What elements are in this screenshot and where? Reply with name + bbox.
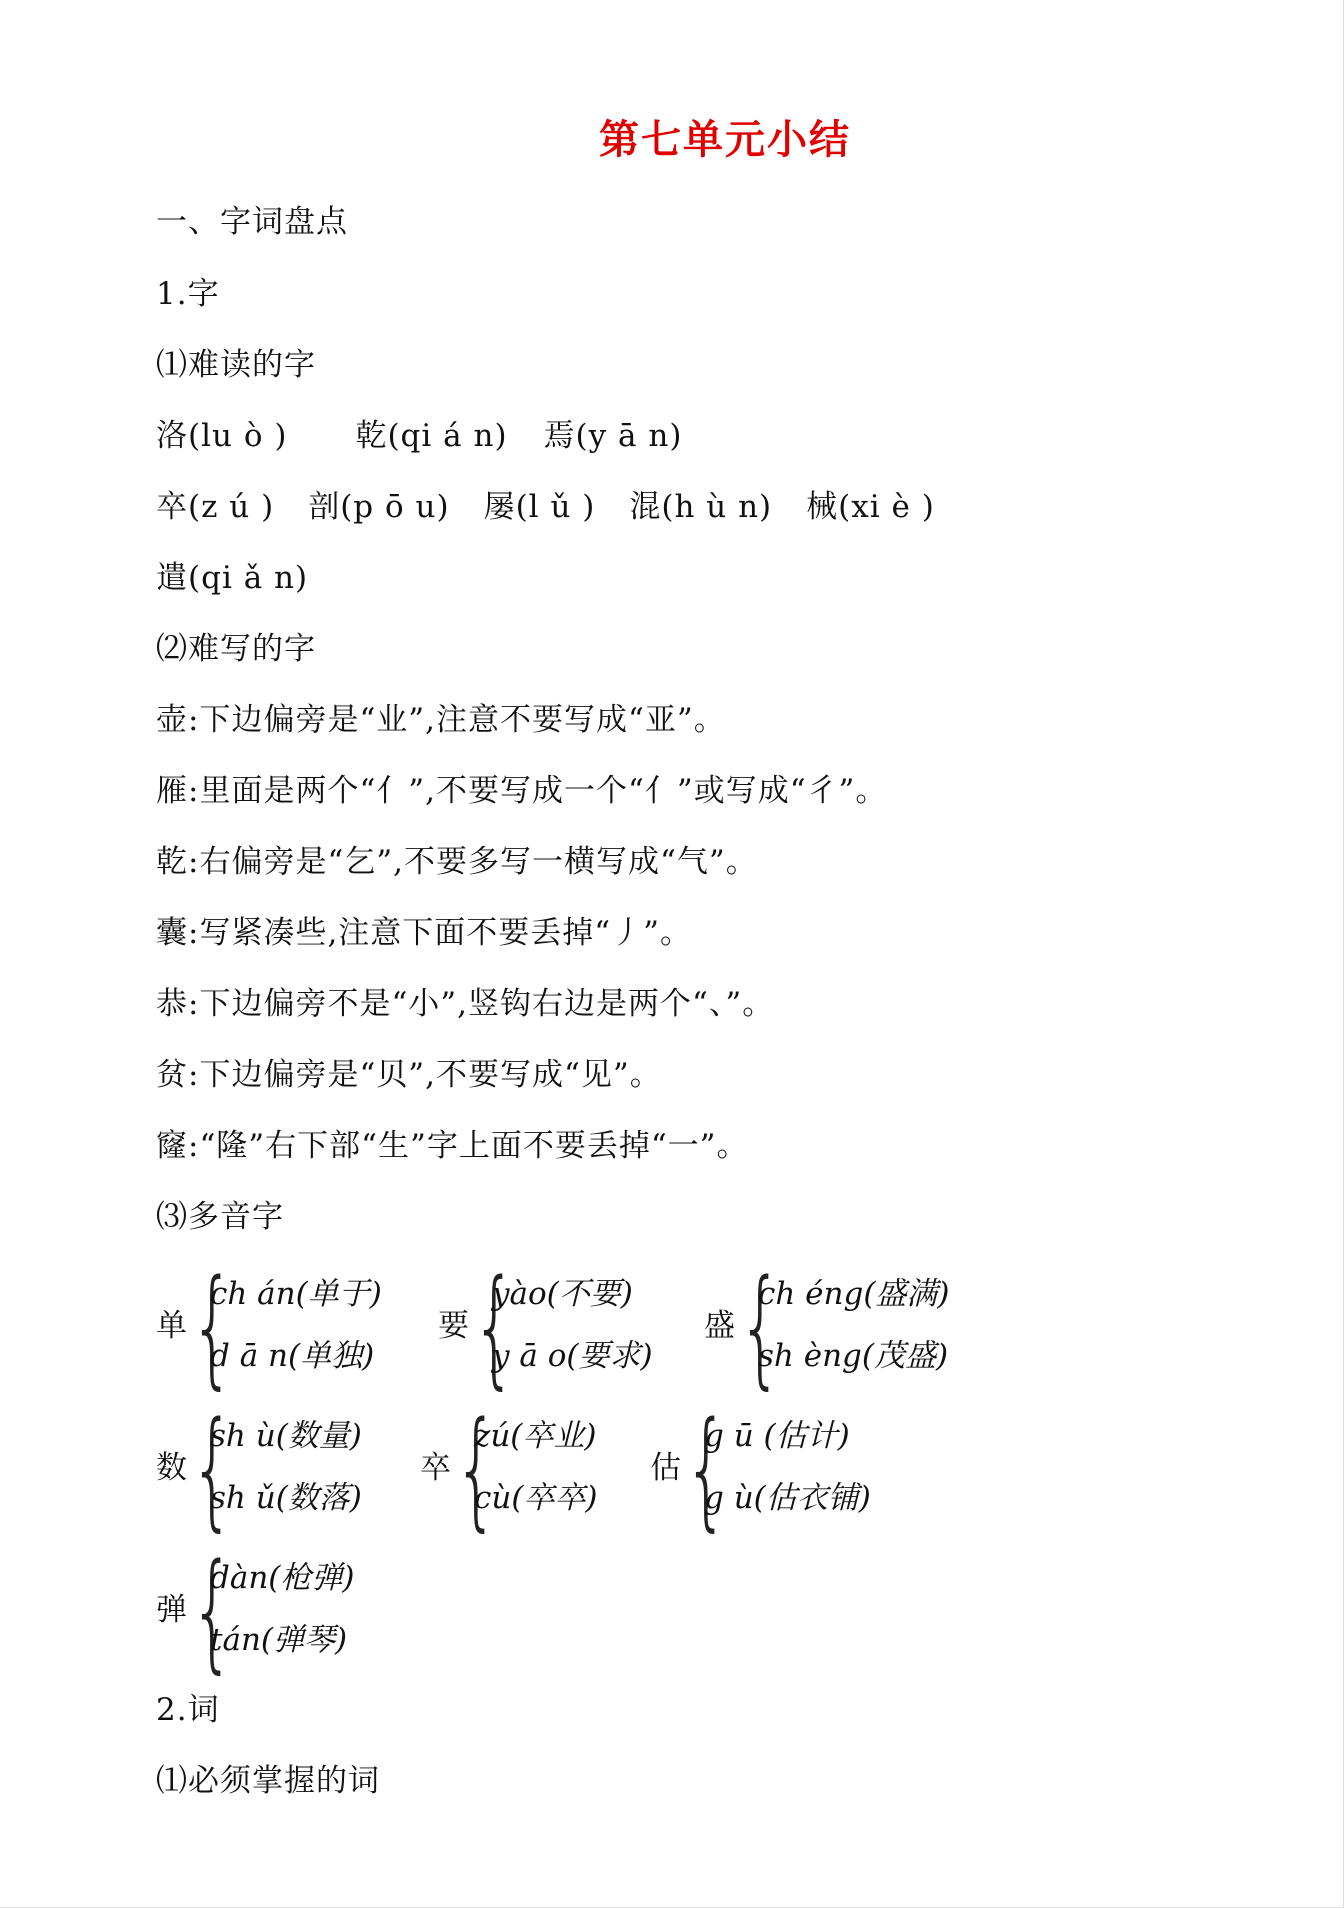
polyphone-char: 数: [156, 1450, 187, 1486]
polyphone-char: 卒: [420, 1450, 451, 1486]
polyphone-reading: sh èng(茂盛): [758, 1338, 949, 1374]
hard-read-row-3: [156, 558, 308, 598]
polyphone-reading: ch éng(盛满): [758, 1276, 950, 1312]
polyphone-reading: sh ù(数量): [210, 1418, 362, 1454]
hard-write-item: 壶:下边偏旁是“业”,注意不要写成“亚”。: [156, 702, 726, 738]
brace-icon: {: [190, 1395, 235, 1544]
polyphone-reading: sh ǔ(数落): [210, 1480, 362, 1516]
polyphone-reading: ch án(单于): [210, 1276, 382, 1312]
pinyin-item: 械(xi è ): [806, 489, 935, 525]
hard-read-row-2: [156, 487, 935, 527]
polyphone-char: 盛: [704, 1308, 735, 1344]
hard-write-item: 贫:下边偏旁是“贝”,不要写成“见”。: [156, 1057, 662, 1093]
polyphone-reading: g ù(估衣铺): [704, 1480, 871, 1516]
brace-icon: {: [738, 1253, 783, 1402]
polyphone-reading: g ū (估计): [704, 1418, 850, 1454]
pinyin-item: 遣(qi ǎ n): [156, 560, 309, 596]
hard-read-row-1: [156, 416, 682, 456]
pinyin-item: 剖(p ō u): [308, 489, 450, 525]
must-words-heading: ⑴必须掌握的词: [156, 1763, 380, 1799]
page-title: 第七单元小结: [599, 116, 851, 163]
pinyin-item: 乾(qi á n): [355, 418, 508, 454]
hard-write-item: 恭:下边偏旁不是“小”,竖钩右边是两个“、”。: [156, 986, 775, 1022]
brace-icon: {: [190, 1537, 235, 1686]
brace-icon: {: [454, 1395, 499, 1544]
hard-read-heading: ⑴难读的字: [156, 347, 316, 383]
polyphone-char: 单: [156, 1308, 187, 1344]
polyphone-reading: yào(不要): [492, 1276, 633, 1312]
polyphone-reading: zú(卒业): [474, 1418, 597, 1454]
polyphone-char: 要: [438, 1308, 469, 1344]
polyphone-reading: tán(弹琴): [210, 1622, 348, 1658]
hard-write-item: 窿:“隆”右下部“生”字上面不要丢掉“一”。: [156, 1128, 749, 1164]
section-heading: 一、字词盘点: [156, 204, 348, 240]
polyphone-reading: cù(卒卒): [474, 1480, 598, 1516]
polyphone-char: 估: [650, 1450, 681, 1486]
hard-write-item: 雁:里面是两个“亻”,不要写成一个“亻”或写成“彳”。: [156, 773, 888, 809]
polyphone-reading: d ā n(单独): [210, 1338, 375, 1374]
polyphone-char: 弹: [156, 1592, 187, 1628]
pinyin-item: 焉(y ā n): [543, 418, 683, 454]
subsection-heading-words: 2.词: [156, 1692, 220, 1728]
brace-icon: {: [190, 1253, 235, 1402]
subsection-heading-characters: 1.字: [156, 276, 220, 312]
pinyin-item: 洛(lu ò ): [156, 418, 288, 454]
pinyin-item: 混(h ù n): [629, 489, 773, 525]
pinyin-item: 屡(l ǔ ): [483, 489, 596, 525]
polyphone-heading: ⑶多音字: [156, 1199, 284, 1235]
hard-write-item: 囊:写紧凑些,注意下面不要丢掉“丿”。: [156, 915, 692, 951]
hard-write-item: 乾:右偏旁是“乞”,不要多写一横写成“气”。: [156, 844, 758, 880]
brace-icon: {: [472, 1253, 517, 1402]
pinyin-item: 卒(z ú ): [156, 489, 275, 525]
polyphone-reading: y ā o(要求): [492, 1338, 653, 1374]
hard-write-heading: ⑵难写的字: [156, 631, 316, 667]
brace-icon: {: [684, 1395, 729, 1544]
polyphone-reading: dàn(枪弹): [210, 1560, 355, 1596]
